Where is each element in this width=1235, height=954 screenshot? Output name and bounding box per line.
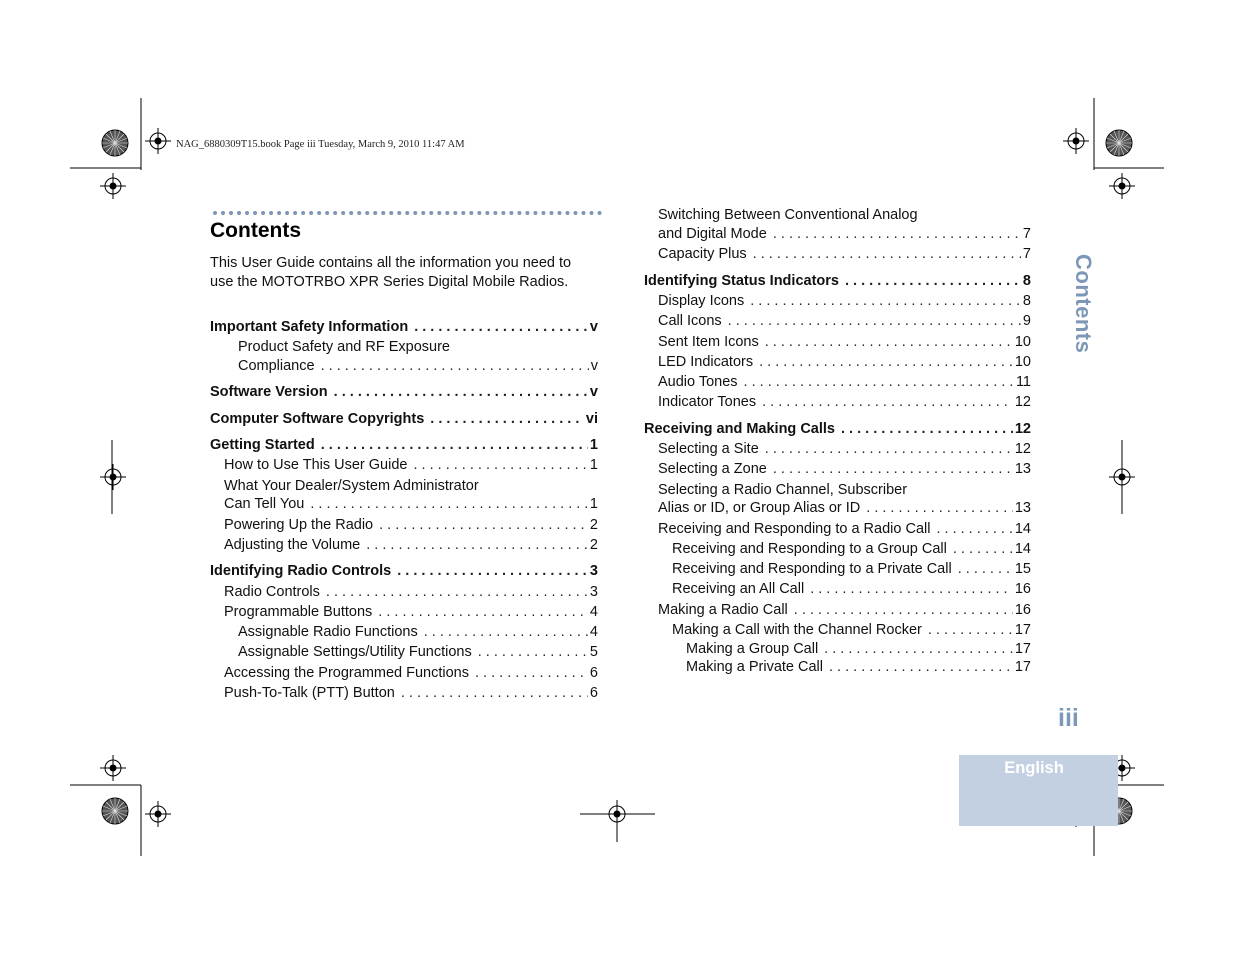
toc-entry-text[interactable]: Switching Between Conventional Analog (658, 207, 918, 223)
toc-entry[interactable]: Call Icons . . . 9 (658, 312, 1031, 330)
side-section-title: Contents (1071, 254, 1096, 354)
toc-entry[interactable]: Radio Controls . . . 3 (224, 583, 598, 601)
toc-entry[interactable]: Making a Radio Call . . . 16 (658, 601, 1031, 619)
toc-entry[interactable]: Accessing the Programmed Functions . . . 6 (224, 664, 598, 682)
page-title: Contents (210, 219, 301, 242)
toc-entry[interactable]: Assignable Settings/Utility Functions . . . 5 (238, 643, 598, 661)
toc-entry[interactable]: Making a Group Call . . . 17 (686, 640, 1031, 658)
toc-entry[interactable]: Getting Started . . . 1 (210, 436, 598, 454)
toc-entry[interactable]: Indicator Tones . . . 12 (658, 393, 1031, 411)
toc-entry[interactable]: Powering Up the Radio . . . 2 (224, 516, 598, 534)
toc-entry[interactable]: Receiving and Making Calls . . . 12 (644, 420, 1031, 438)
toc-entry[interactable]: LED Indicators . . . 10 (658, 353, 1031, 371)
toc-entry[interactable]: Display Icons . . . 8 (658, 292, 1031, 310)
toc-entry[interactable]: Software Version . . . v (210, 383, 598, 401)
toc-entry[interactable]: Receiving and Responding to a Radio Call . . . 14 (658, 520, 1031, 538)
toc-entry[interactable]: Identifying Status Indicators . . . 8 (644, 272, 1031, 290)
toc-entry[interactable]: Making a Private Call . . . 17 (686, 658, 1031, 676)
toc-entry[interactable]: Computer Software Copyrights . . . vi (210, 410, 598, 428)
toc-entry[interactable]: Programmable Buttons . . . 4 (224, 603, 598, 621)
toc-entry[interactable]: Making a Call with the Channel Rocker . . . 17 (672, 621, 1031, 639)
toc-entry-text[interactable]: Product Safety and RF Exposure (238, 339, 450, 355)
title-rule (213, 211, 602, 215)
toc-entry[interactable]: Selecting a Site . . . 12 (658, 440, 1031, 458)
toc-entry[interactable]: Selecting a Zone . . . 13 (658, 460, 1031, 478)
toc-entry[interactable]: Alias or ID, or Group Alias or ID . . . 13 (658, 499, 1031, 517)
toc-entry[interactable]: How to Use This User Guide . . . 1 (224, 456, 598, 474)
toc-entry[interactable]: Important Safety Information . . . v (210, 318, 598, 336)
toc-entry[interactable]: Sent Item Icons . . . 10 (658, 333, 1031, 351)
toc-entry[interactable]: Can Tell You . . . 1 (224, 495, 598, 513)
language-tab (959, 755, 1118, 826)
toc-entry-text[interactable]: Selecting a Radio Channel, Subscriber (658, 482, 908, 498)
toc-entry[interactable]: Capacity Plus . . . 7 (658, 245, 1031, 263)
language-label: English (1004, 759, 1064, 777)
page-number: iii (1058, 704, 1079, 732)
toc-entry[interactable]: Assignable Radio Functions . . . 4 (238, 623, 598, 641)
toc-entry[interactable]: Receiving and Responding to a Group Call . . . 14 (672, 540, 1031, 558)
toc-entry[interactable]: Receiving an All Call . . . 16 (672, 580, 1031, 598)
toc-entry[interactable]: Adjusting the Volume . . . 2 (224, 536, 598, 554)
toc-entry[interactable]: Identifying Radio Controls . . . 3 (210, 562, 598, 580)
toc-entry[interactable]: and Digital Mode . . . 7 (658, 225, 1031, 243)
toc-entry-text[interactable]: What Your Dealer/System Administrator (224, 478, 479, 494)
file-info-header: NAG_6880309T15.book Page iii Tuesday, March 9, 2010 11:47 AM (176, 139, 465, 150)
toc-entry[interactable]: Audio Tones . . . 11 (658, 373, 1031, 391)
intro-paragraph: This User Guide contains all the information you need to use the MOTOTRBO XPR Series Digital Mobile Radios. (210, 255, 572, 290)
toc-entry[interactable]: Compliance . . . v (238, 357, 598, 375)
toc-entry[interactable]: Push-To-Talk (PTT) Button . . . 6 (224, 684, 598, 702)
toc-entry[interactable]: Receiving and Responding to a Private Call . . . 15 (672, 560, 1031, 578)
